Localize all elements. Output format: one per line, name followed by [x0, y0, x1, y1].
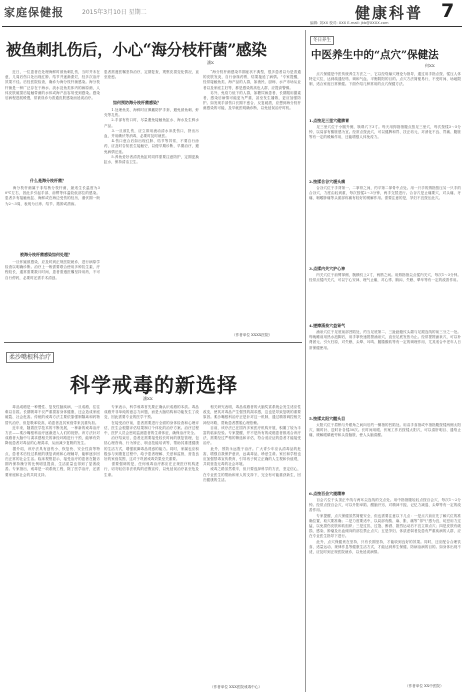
article2-byline: 潘XX — [143, 396, 153, 401]
article3-text-6: 百会穴位于头顶正中线与两耳尖连线的交点处。用中指指腹轻轻点按百会穴，每次1～2分钟。经常点按百会穴，可以升阳举陷、醒脑开窍，对精神不振、记忆力减退、头晕等有一定的改善作用。 专家提醒，点穴保健虽然简便安全，但也需要注意以下几点：一是点穴前应先了解穴位的准确位置，取穴要准确；二是力度要适中，以局部有酸、麻、胀、痛等“得气”感为宜，切忌用力过猛，以免损伤皮肤和软组织；三是过饥、过饱、醉酒、剧烈运动后不宜立即点穴；四是皮肤有破损、感染、肿瘤及出血倾向的部位禁止点穴；五是孕妇、体质虚弱者及患有严重疾病的人群，应在专业医生指导下进行。 此外，点穴保健贵在坚持，只有长期坚持，才能收到良好的效果。同时，还应配合合理饮食、适量运动、规律作息等健康生活方式，才能达到养生保健、防病治病的目的。如身体出现不适，应及时到正规医院就诊，以免延误病情。 — [309, 498, 461, 555]
article3-text-4: 涌泉穴位于足底前部凹陷处，约当足底第二、三趾趾缝纹头端与足跟连线的前三分之一处。每晚睡前用热水泡脚后，用手掌快速搓擦涌泉穴，直至足底发热为止。经常搓擦涌泉穴，可以补肾固元、引火归原，对失眠、头晕、耳鸣、腰膝酸软等有一定的调理作用，尤其适合中老年人日常保健使用。 — [309, 330, 461, 350]
article1-byline: 潘X — [207, 60, 214, 65]
article3-subhead-1: 1.点按足三里穴健脾胃 — [309, 118, 350, 123]
article2-kicker: 柔沙嘴根科治疗 — [6, 352, 54, 363]
article3-kicker: 冬日养生 — [310, 36, 334, 45]
article3-subhead-5: 5.按揉太阳穴醒头目 — [309, 416, 346, 421]
article3-subhead-2: 2.按揉合谷穴缓头痛 — [309, 179, 346, 184]
article1-text-col3: “海分枝杆菌感染早期症状不典型，很多患者以为是普通的皮肤发炎，自行涂抹药膏，结果拖延了病情。”专家提醒，经常接触鱼类、海产品的人群，如渔民、厨师、水产市场从业者以及家庭主妇等，都是感染的高危人群，应提高警惕。 另外，免疫力低下的人群，如糖尿病患者、长期服用激素者，感染后病情可能更为严重，甚至发生播散，更应加强防护。如发现手部伤口长期不愈合、反复破溃，应想到海分枝杆菌感染的可能，及早就医明确诊断，以免延误治疗时机。 — [203, 70, 301, 111]
article3-text-5: 太阳穴位于眉梢与外眼角之间向后约一横指的凹陷处。用双手食指或中指指腹按揉两侧太阳穴，顺时针、逆时针各揉30次。长时间用眼、伏案工作后按揉太阳穴，可以清肝明目、通络止痛，缓解眼睛疲劳和头昏脑胀，使人头脑清醒。 — [309, 423, 461, 438]
page-number: 7 — [441, 0, 455, 22]
article1-title: 被鱼刺扎伤后，小心“海分枝杆菌”感染 — [6, 40, 267, 59]
article3-intro: 点穴保健是中医传统养生方法之一，它以经络腧穴理论为指导，通过用手指点按、揉压人体特定穴位，达到疏通经络、调和气血、平衡阴阳的目的。点穴方法简便易行，不受时间、场地限制，适合家庭日常保健。下面介绍几种常用的点穴保健方法。 — [309, 72, 461, 87]
article3-subhead-4: 4.搓擦涌泉穴益肾气 — [309, 323, 346, 328]
article2-footer: （作者单位 XXX医院戒毒中心） — [210, 685, 262, 689]
article1-text-col1: 近日，一位患者在处理海鲜时被鱼刺扎伤，当时并未在意，几周后伤口处出现红肿、结节并逐渐溃烂，经多次治疗效果不佳。后经医院检查，确诊为海分枝杆菌感染。海分枝杆菌是一种广泛存在于海水、淡水及鱼类体内的病原菌，人体皮肤破损后接触带菌的水体或海产品容易受到感染。感染后病程进展缓慢，常被误诊为普通皮肤感染而延误治疗。 — [5, 70, 100, 101]
section-name-right: 健康科普 — [355, 4, 424, 22]
article1-text-col2b: 1.处理鱼类、海鲜时应佩戴防护手套，避免被鱼刺、虾壳等扎伤。 2.手部有伤口时，尽量避免接触鱼缸水、海水及生鲜水产品。 3.一旦被扎伤，应立即用流动清水冲洗伤口，挤出污血，并用碘伏等消毒，必要时及时就医。 4.伤口愈合后如出现红肿、结节等异常，不要自行涂药，应及时告知医生接触史，以便早期诊断，早期治疗，避免病情迁延。 5.养鱼爱好者清洗鱼缸时同样需要注意防护，定期更换缸水，保持清洁卫生。 — [104, 108, 199, 165]
article3-text-3: 内关穴位于前臂掌侧，腕横纹上2寸，两筋之间。用拇指指尖点揉内关穴，每次1～3分钟。经常点揉内关穴，可以宁心安神、理气止痛，对心悸、胸闷、失眠、晕车等有一定的改善作用。 — [309, 273, 461, 283]
article1-subhead-2: 被海分枝杆菌感染如何处理？ — [20, 252, 72, 257]
article3-subhead-3: 3.点揉内关穴护心神 — [309, 266, 346, 271]
edit-info: 编辑: 刘XX 校对: XXX E-mail: jkb@XXXX.com — [310, 21, 389, 25]
header-rule — [2, 26, 462, 27]
article2-text-col3: 相关研究表明，毒品成瘾者的大脑奖赏系统会发生适应性改变，使其对毒品产生强烈的渴求感，这也是导致复吸的重要原因。柔沙嘴根科治疗正是针对这一机制，通过精准调控相关神经环路，帮助患者摆脱心理依赖。 目前，该疗法已在国内多家医疗机构开展，积累了较为丰富的临床经验。专家提醒，并不是所有的成瘾患者都适合该疗法，需要经过严格的筛选和评估，符合适应证的患者才能接受治疗。 此外，预防永远胜于治疗。广大青少年应认清毒品的危害，增强自我保护意识，远离毒品，珍爱生命。家长和学校也应加强禁毒宣传教育，引导孩子树立正确的人生观和价值观，共同营造无毒的社会环境。 戒毒之路虽然艰辛，但只要选择科学的方法，坚定信心，在专业医生的帮助和家人的支持下，完全有可能重获新生，回归健康的生活。 — [203, 405, 301, 482]
article3-byline: 何XX — [425, 63, 435, 68]
article3-title: 中医养生中的“点穴”保健法 — [311, 49, 439, 61]
article1-author-note: （作者单位 XXXX医院） — [232, 333, 273, 337]
section-name-left: 家庭保健报 — [4, 6, 64, 19]
article2-text-col1: 毒品成瘾是一种慢性、复发性脑疾病，一旦成瘾，往往难以自拔。长期吸毒不仅严重损害身体健康，还会造成家庭破裂、社会危害。传统的戒毒方法主要依靠强制隔离和药物替代治疗，但复吸率较高，给患者及其家庭带来沉重负担。 近年来，随着医学技术的不断发展，一种新的戒毒治疗方法——柔沙嘴根科治疗逐渐进入人们的视野。该方法针对成瘾者大脑中与渴求感相关的神经环路进行干预，能够有效降低患者对毒品的心理渴求，从而减少复吸的发生。 据介绍，该疗法具有创伤小、恢复快、安全性高等特点，患者术后经过系统的康复训练和心理辅导，能够逐步回归正常的社会生活。临床观察显示，接受治疗的患者在随访期内保持操守的比例明显提高，生活质量也得到了显著改善。专家指出，戒毒是一项系统工程，除了医学治疗，还需要家庭和社会的共同支持。 — [5, 405, 100, 477]
article1-text-col1b: 海分枝杆菌属于非结核分枝杆菌，最适生长温度为30℃左右，因此多引起手部、前臂等体温较低部位的感染。患者多有接触鱼缸、海鲜或在海边受伤的经历，潜伏期一般为2～3周，表现为丘疹、结节、脓肿或溃疡。 — [5, 186, 100, 206]
article2-title: 科学戒毒的新选择 — [70, 373, 238, 397]
article1-text-col2: 患者需遵医嘱坚持治疗，定期复查，观察皮损变化情况，直至痊愈。 — [104, 70, 199, 80]
article3-text-1: 足三里穴位于小腿外侧，犊鼻穴下3寸。每天用拇指指腹点按足三里穴，每次按揉3～5分钟，以局部有酸胀感为宜。经常点按此穴，可以健脾和胃、扶正培元，对消化不良、胃痛、腹胀等有一定的缓解作用，还能增强人体免疫力。 — [309, 125, 461, 140]
article1-subhead-3: 如何预防海分枝杆菌感染？ — [113, 100, 161, 105]
article1-subhead-1: 什么是海分枝杆菌？ — [30, 178, 66, 183]
article3-subhead-6: 6.点按百会穴提精神 — [309, 491, 346, 496]
column-divider — [305, 30, 306, 692]
date-line: 2015年3月10日 星期二 — [82, 9, 147, 16]
article3-text-2: 合谷穴位于手背第一、二掌骨之间，约平第二掌骨中点处。用一只手的拇指按压另一只手的合谷穴，力度由轻到重，每次按揉2～3分钟，两手交替进行。合谷穴是止痛要穴，对头痛、牙痛、咽喉肿痛等头面部疼痛有较好的缓解作用。需要注意的是，孕妇不宜按压此穴。 — [309, 186, 461, 201]
article3-footer: （作者单位 XX中医院） — [405, 684, 444, 688]
article2-text-col2: 专家表示，科学戒毒首先要正确认识成瘾的本质。毒品成瘾并非单纯的意志力问题，而是大脑结构和功能发生了改变，因此需要专业的医学干预。 在接受治疗前，患者需要进行全面的身体检查和心理评估，医生会根据评估结果制订个体化的治疗方案。治疗过程中，医护人员会密切监测患者的生命体征，确保治疗安全。 治疗结束后，患者还需要接受较长时间的康复管理，包括心理咨询、行为矫正、职业技能培训等，帮助其重建健康的生活方式，增强抵御毒品诱惑的能力。同时，家属也应积极参与到康复过程中，给予患者理解、关爱和监督，营造良好的家庭氛围，这对于巩固戒毒效果至关重要。 需要强调的是，任何戒毒治疗都应在正规医疗机构进行，切勿轻信非法机构的虚假宣传，以免延误治疗甚至危及生命。 — [104, 405, 199, 477]
article1-bottom-rule — [4, 342, 302, 343]
article1-text-col1c: 一旦怀疑被感染，应及时到正规医院就诊，进行病原学检查以明确诊断。治疗上一般需要联合使用多种抗生素，疗程较长，通常需要数月时间，患者需遵医嘱坚持用药，不可自行停药，必要时还需手术清创。 — [5, 260, 100, 280]
